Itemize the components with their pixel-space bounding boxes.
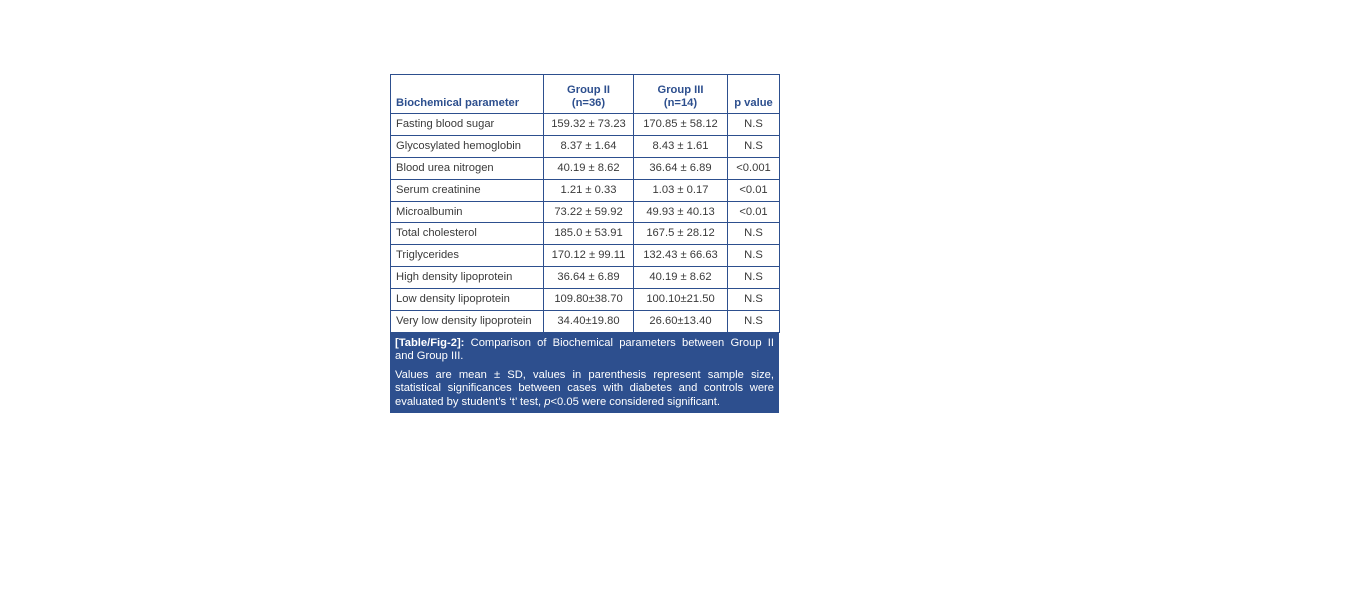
- cell-parameter: High density lipoprotein: [391, 267, 544, 289]
- cell-group-iii: 1.03 ± 0.17: [634, 179, 728, 201]
- cell-group-iii: 36.64 ± 6.89: [634, 157, 728, 179]
- biochemical-table: [390, 74, 780, 333]
- cell-p-value: N.S: [728, 311, 780, 333]
- header-p-value: p value: [728, 75, 780, 114]
- caption-note-text: Values are mean ± SD, values in parenthesis represent sample size, statistical significances between cases with diabetes and controls were evaluated by student’s ‘t’ test,: [395, 368, 774, 408]
- cell-group-ii: 109.80±38.70: [544, 289, 634, 311]
- header-group-ii-name: Group II: [567, 84, 610, 96]
- header-group-iii-n: (n=14): [663, 97, 698, 109]
- table-header-row: [391, 75, 780, 114]
- cell-group-ii: 34.40±19.80: [544, 311, 634, 333]
- cell-parameter: Microalbumin: [391, 201, 544, 223]
- cell-group-ii: 40.19 ± 8.62: [544, 157, 634, 179]
- table-row: [391, 223, 780, 245]
- table-row: [391, 289, 780, 311]
- caption-note-p-symbol: p: [544, 395, 551, 408]
- cell-p-value: <0.01: [728, 201, 780, 223]
- table-row: [391, 135, 780, 157]
- table-figure: [390, 74, 779, 413]
- table-row: [391, 267, 780, 289]
- table-row: [391, 201, 780, 223]
- cell-group-iii: 132.43 ± 66.63: [634, 245, 728, 267]
- header-group-ii-n: (n=36): [571, 97, 606, 109]
- cell-group-iii: 167.5 ± 28.12: [634, 223, 728, 245]
- cell-group-ii: 170.12 ± 99.11: [544, 245, 634, 267]
- cell-p-value: N.S: [728, 245, 780, 267]
- header-group-ii: [544, 75, 634, 114]
- table-row: [391, 245, 780, 267]
- caption-note-threshold: <0.05 were considered significant.: [550, 395, 720, 408]
- header-group-iii: [634, 75, 728, 114]
- cell-parameter: Total cholesterol: [391, 223, 544, 245]
- cell-group-ii: 185.0 ± 53.91: [544, 223, 634, 245]
- cell-group-ii: 8.37 ± 1.64: [544, 135, 634, 157]
- cell-parameter: Low density lipoprotein: [391, 289, 544, 311]
- cell-p-value: <0.001: [728, 157, 780, 179]
- cell-p-value: N.S: [728, 223, 780, 245]
- cell-parameter: Glycosylated hemoglobin: [391, 135, 544, 157]
- cell-p-value: N.S: [728, 114, 780, 136]
- table-row: [391, 311, 780, 333]
- cell-group-ii: 1.21 ± 0.33: [544, 179, 634, 201]
- cell-parameter: Triglycerides: [391, 245, 544, 267]
- table-row: [391, 179, 780, 201]
- cell-p-value: N.S: [728, 135, 780, 157]
- cell-group-iii: 26.60±13.40: [634, 311, 728, 333]
- header-parameter: Biochemical parameter: [391, 75, 544, 114]
- table-body: [391, 114, 780, 333]
- cell-group-iii: 170.85 ± 58.12: [634, 114, 728, 136]
- cell-group-ii: 159.32 ± 73.23: [544, 114, 634, 136]
- caption-title-text: Comparison of Biochemical parameters between Group II and Group III.: [395, 336, 774, 363]
- cell-group-iii: 40.19 ± 8.62: [634, 267, 728, 289]
- table-caption: [390, 333, 779, 414]
- cell-p-value: N.S: [728, 289, 780, 311]
- cell-parameter: Very low density lipoprotein: [391, 311, 544, 333]
- cell-group-iii: 8.43 ± 1.61: [634, 135, 728, 157]
- cell-group-ii: 73.22 ± 59.92: [544, 201, 634, 223]
- cell-p-value: <0.01: [728, 179, 780, 201]
- cell-parameter: Serum creatinine: [391, 179, 544, 201]
- caption-note: [395, 369, 774, 410]
- caption-title: [395, 337, 774, 364]
- cell-p-value: N.S: [728, 267, 780, 289]
- cell-parameter: Blood urea nitrogen: [391, 157, 544, 179]
- header-group-iii-name: Group III: [657, 84, 704, 96]
- caption-label: [Table/Fig-2]:: [395, 336, 465, 349]
- cell-group-ii: 36.64 ± 6.89: [544, 267, 634, 289]
- cell-group-iii: 100.10±21.50: [634, 289, 728, 311]
- table-row: [391, 114, 780, 136]
- cell-group-iii: 49.93 ± 40.13: [634, 201, 728, 223]
- cell-parameter: Fasting blood sugar: [391, 114, 544, 136]
- table-row: [391, 157, 780, 179]
